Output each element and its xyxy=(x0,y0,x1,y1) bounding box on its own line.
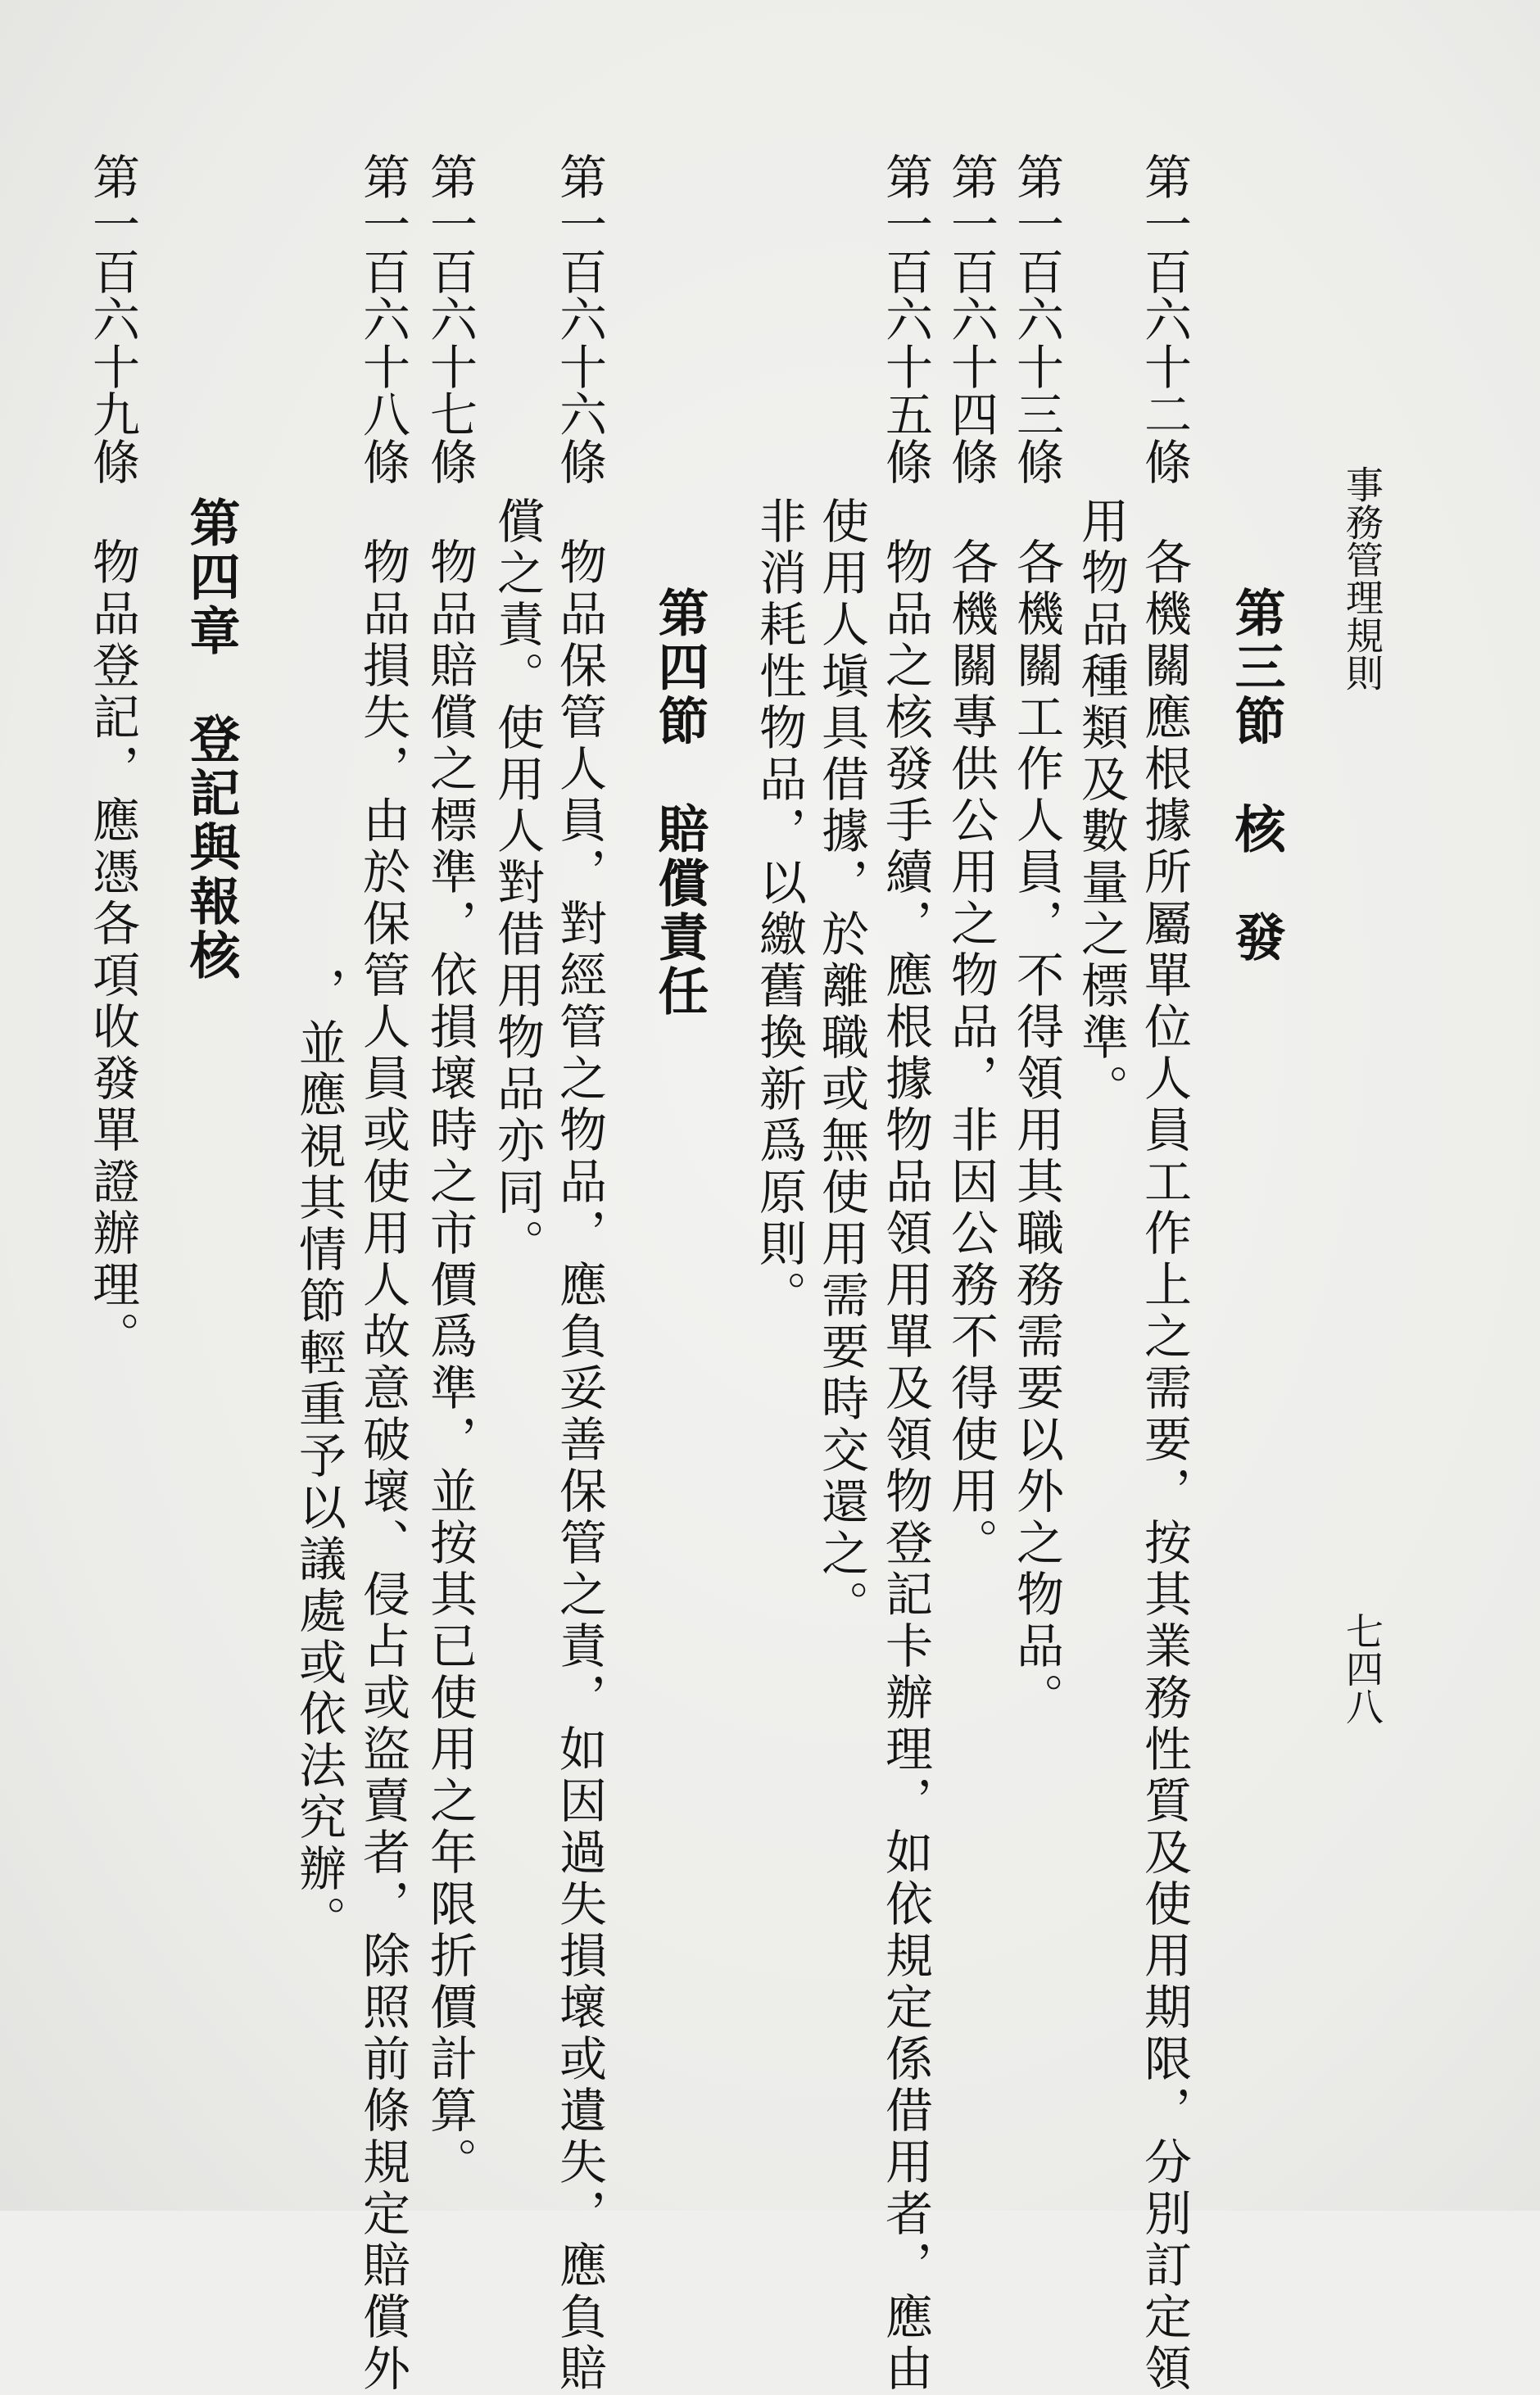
article-number: 第一百六十七條 xyxy=(422,152,478,485)
page-number: 七四八 xyxy=(1340,1612,1384,1725)
article-number: 第一百六十五條 xyxy=(877,152,933,485)
running-title: 事務管理規則 xyxy=(1340,465,1384,691)
article-number: 第一百六十六條 xyxy=(551,152,607,485)
article-continuation: 償之責。使用人對借用物品亦同。 xyxy=(489,496,545,1270)
article-number: 第一百六十九條 xyxy=(84,152,140,485)
article-text: 物品保管人員，對經管之物品，應負妥善保管之責，如因過失損壞或遺失，應負賠 xyxy=(551,537,607,2395)
article-number: 第一百六十二條 xyxy=(1136,152,1192,485)
article-continuation: 使用人塡具借據，於離職或無使用需要時交還之。 xyxy=(813,496,869,1632)
chapter-heading: 第四章 登記與報核 xyxy=(181,496,241,983)
article-text: 物品登記，應憑各項收發單證辦理。 xyxy=(84,537,140,1363)
article-continuation: 非消耗性物品，以繳舊換新爲原則。 xyxy=(751,496,807,1322)
section-heading: 第三節 核 發 xyxy=(1226,586,1286,965)
article-continuation: 用物品種類及數量之標準。 xyxy=(1073,496,1129,1116)
article-text: 各機關工作人員，不得領用其職務需要以外之物品。 xyxy=(1008,537,1064,1724)
article-continuation: ，並應視其情節輕重予以議處或依法究辦。 xyxy=(291,967,346,1947)
section-heading: 第四節 賠償責任 xyxy=(650,586,709,1019)
article-text: 各機關專供公用之物品，非因公務不得使用。 xyxy=(943,537,999,1569)
article-number: 第一百六十八條 xyxy=(355,152,410,485)
article-text: 物品之核發手續，應根據物品領用單及領物登記卡辦理，如依規定係借用者，應由 xyxy=(877,537,933,2395)
article-number: 第一百六十三條 xyxy=(1008,152,1064,485)
article-number: 第一百六十四條 xyxy=(943,152,999,485)
article-text: 各機關應根據所屬單位人員工作上之需要，按其業務性質及使用期限，分別訂定領 xyxy=(1136,537,1192,2395)
article-text: 物品損失，由於保管人員或使用人故意破壞、侵占或盜賣者，除照前條規定賠償外 xyxy=(355,537,410,2395)
article-text: 物品賠償之標準，依損壞時之市價爲準，並按其已使用之年限折價計算。 xyxy=(422,537,478,2189)
